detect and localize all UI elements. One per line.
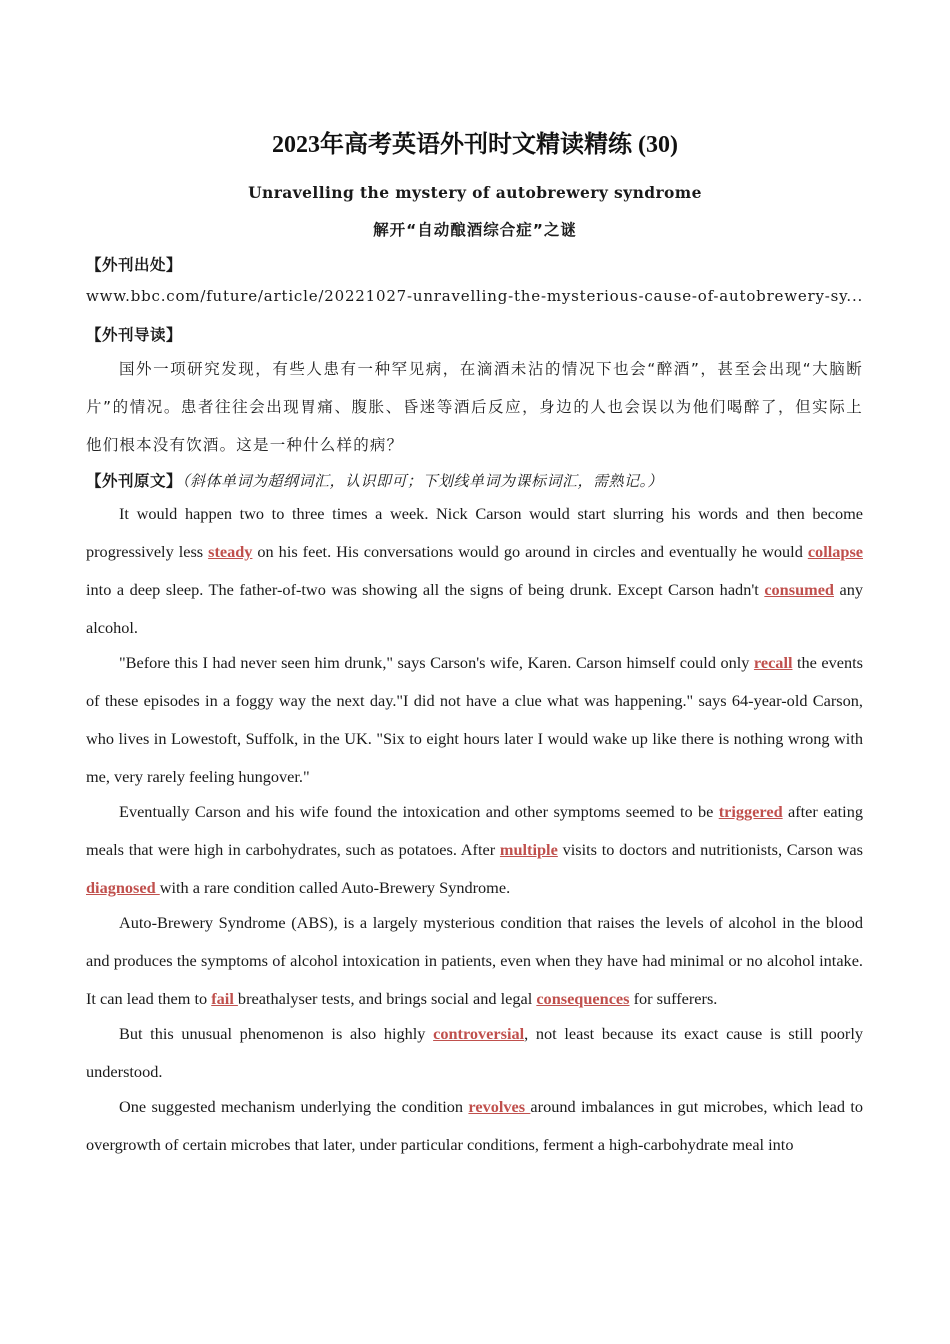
paragraph-text: on his feet. His conversations would go around in circles and eventually he would [252,542,808,561]
paragraph-text: visits to doctors and nutritionists, Carson was [557,840,863,859]
vocab-word-steady: steady [208,542,253,561]
original-note: （斜体单词为超纲词汇，认识即可；下划线单词为课标词汇，需熟记。） [182,472,664,490]
document-title: 2023年高考英语外刊时文精读精练 (30) [272,132,678,158]
paragraph-text: Eventually Carson and his wife found the intoxication and other symptoms seemed to be [119,802,719,821]
guide-paragraph: 国外一项研究发现，有些人患有一种罕见病，在滴酒未沾的情况下也会“醉酒”，甚至会出现“大脑断片”的情况。患者往往会出现胃痛、腹胀、昏迷等酒后反应，身边的人也会误以为他们喝醉了，但实际上他们根本没有饮酒。这是一种什么样的病？ [86,360,863,454]
paragraph-text: into a deep sleep. The father-of-two was showing all the signs of being drunk. Except Carson hadn't [86,580,765,599]
vocab-word-recall: recall [753,653,793,672]
vocab-word-triggered: triggered [718,802,783,821]
original-label [86,469,663,491]
source-label: 【外刊出处】 [86,256,183,274]
paragraph-6 [86,1088,863,1164]
original-label-text: 【外刊原文】 [86,472,183,490]
article-chinese-title: 解开“自动酿酒综合症”之谜 [373,221,577,239]
paragraph-text: any alcohol. [86,580,864,637]
guide-label: 【外刊导读】 [86,326,183,344]
paragraph-text: One suggested mechanism underlying the condition [119,1097,469,1116]
vocab-word-controversial: controversial [433,1024,525,1043]
paragraph-text: with a rare condition called Auto-Brewery Syndrome. [159,878,511,897]
article-english-title: Unravelling the mystery of autobrewery syndrome [248,183,702,202]
paragraph-5 [86,1015,863,1091]
paragraph-text: Auto-Brewery Syndrome (ABS), is a largely mysterious condition that raises the levels of alcohol in the blood and produces the symptoms of alcohol intoxication in patients, even when they have had minimal or no alcohol intake. It can lead them to [86,913,863,1008]
paragraph-text: after eating meals that were high in carbohydrates, such as potatoes. After [86,802,863,859]
paragraph-text: around imbalances in gut microbes, which lead to overgrowth of certain microbes that later, under particular conditions, ferment a high-carbohydrate meal into [86,1097,863,1154]
vocab-word-revolves: revolves [468,1097,531,1116]
vocab-word-diagnosed: diagnosed [86,878,160,897]
paragraph-text: It would happen two to three times a week. Nick Carson would start slurring his words and then become progressively less [86,504,863,561]
paragraph-4 [86,904,863,1018]
paragraph-text: for sufferers. [629,989,718,1008]
paragraph-text: But this unusual phenomenon is also highly [119,1024,434,1043]
paragraph-text: "Before this I had never seen him drunk," says Carson's wife, Karen. Carson himself could only [119,653,754,672]
vocab-word-consumed: consumed [764,580,834,599]
paragraph-text: , not least because its exact cause is still poorly understood. [86,1024,864,1081]
paragraph-3 [86,793,863,907]
paragraph-1 [86,495,863,647]
source-url[interactable]: www.bbc.com/future/article/20221027-unravelling-the-mysterious-cause-of-autobrewery-sy... [86,287,864,305]
vocab-word-collapse: collapse [807,542,863,561]
vocab-word-consequences: consequences [536,989,630,1008]
paragraph-2 [86,644,863,796]
vocab-word-fail: fail [211,989,238,1008]
paragraph-text: breathalyser tests, and brings social and legal [237,989,537,1008]
vocab-word-multiple: multiple [499,840,558,859]
paragraph-text: the events of these episodes in a foggy way the next day."I did not have a clue what was happening." says 64-year-old Carson, who lives in Lowestoft, Suffolk, in the UK. "Six to eight hours later I would wake up like there is nothing wrong with me, very rarely feeling hungover." [86,653,863,786]
